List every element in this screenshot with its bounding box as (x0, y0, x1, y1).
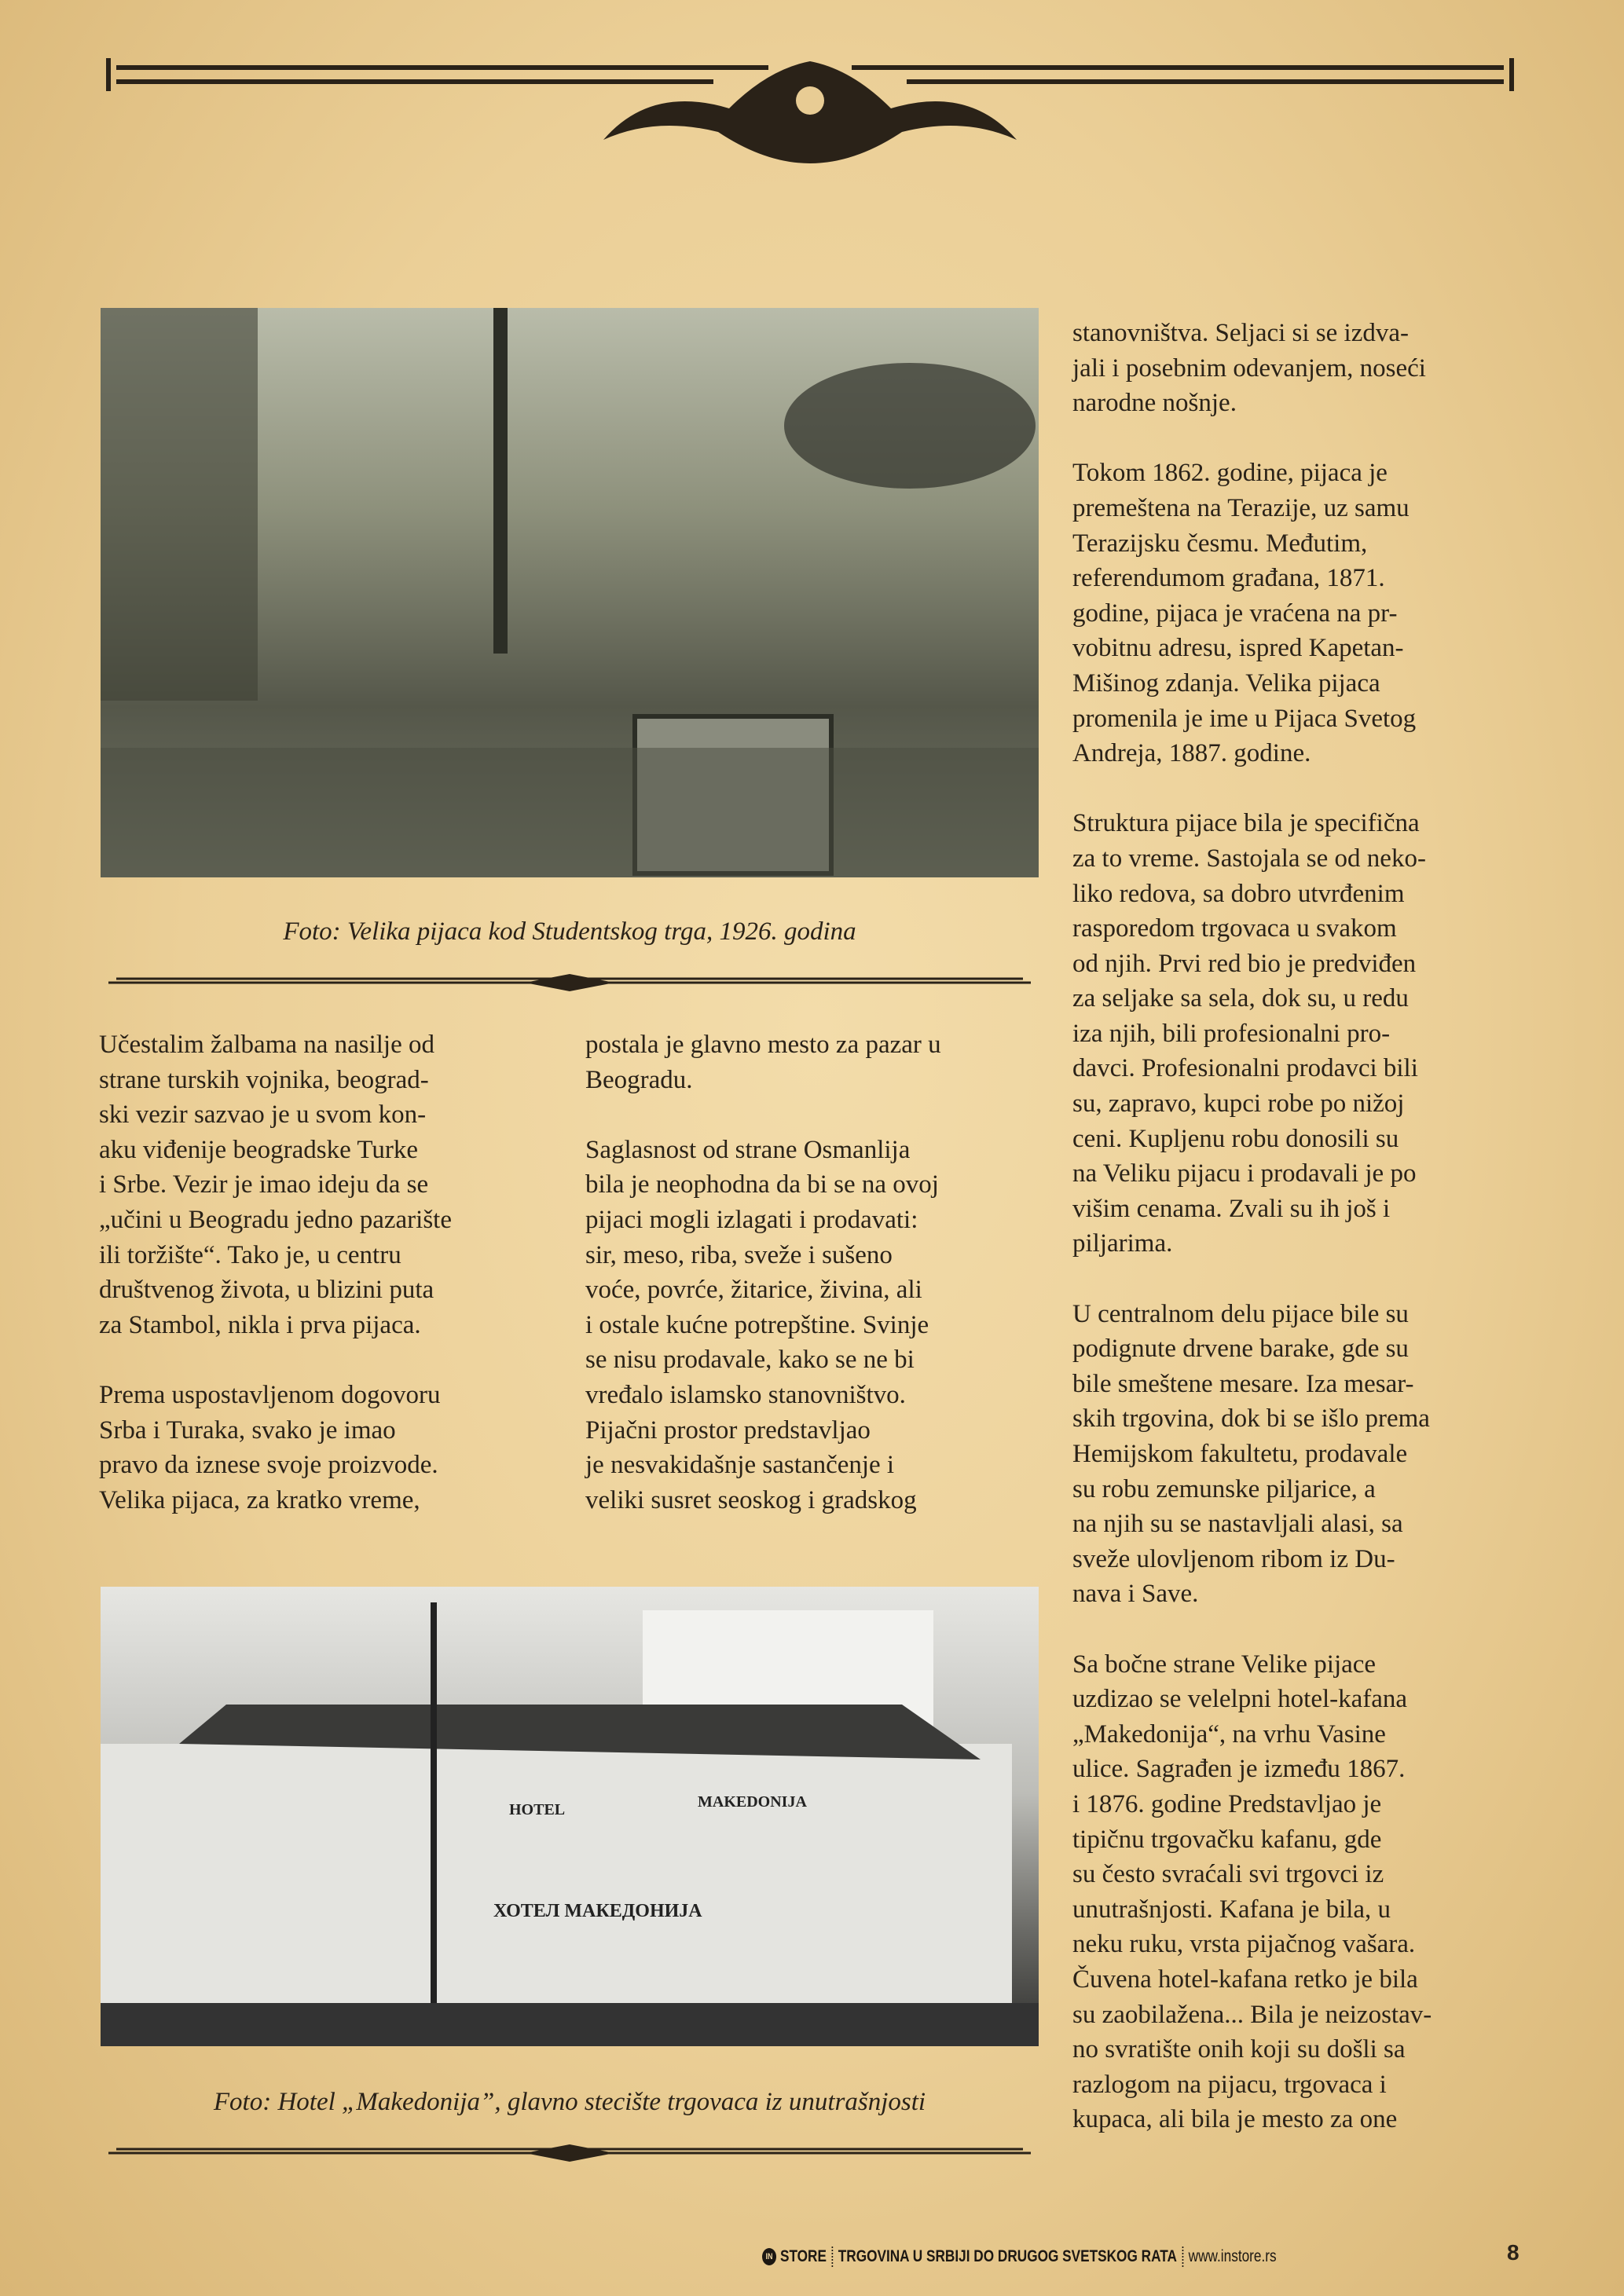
paragraph (99, 1378, 570, 1518)
paragraph (1072, 316, 1560, 421)
photo-caption: Foto: Hotel „Makedonija”, glavno stecište trgovaca iz unutrašnjosti (213, 2088, 926, 2116)
text-line: Prema uspostavljenom dogovoru (99, 1380, 441, 1409)
text-line: se nisu prodavale, kako se ne bi (585, 1346, 915, 1375)
text-line: kupaca, ali bila je mesto za one (1072, 2105, 1398, 2134)
paragraph (1072, 1647, 1560, 2137)
text-column-middle (585, 1027, 1057, 1553)
text-line: veliki susret seoskog i gradskog (585, 1485, 917, 1514)
text-line: jali i posebnim odevanjem, noseći (1072, 353, 1426, 383)
text-line: unutrašnjosti. Kafana je bila, u (1072, 1895, 1391, 1924)
text-line: Srba i Turaka, svako je imao (99, 1415, 396, 1445)
text-line: no svratište onih koji su došli sa (1072, 2035, 1406, 2064)
text-line: rasporedom trgovaca u svakom (1072, 914, 1397, 943)
text-line: pravo da iznese svoje proizvode. (99, 1451, 438, 1480)
paragraph (1072, 806, 1560, 1262)
paragraph (99, 1027, 570, 1342)
text-line: za Stambol, nikla i prva pijaca. (99, 1310, 421, 1339)
ornamental-divider-icon (101, 971, 1039, 994)
text-line: Čuvena hotel-kafana retko je bila (1072, 1965, 1418, 1994)
text-line: su često svraćali svi trgovci iz (1072, 1860, 1384, 1889)
text-line: od njih. Prvi red bio je predviđen (1072, 949, 1417, 978)
text-line: stanovništva. Seljaci si se izdva- (1072, 319, 1409, 347)
hotel-cyrillic-sign: ХОТЕЛ МАКЕДОНИЈА (493, 1901, 702, 1921)
text-line: referendumom građana, 1871. (1072, 564, 1385, 593)
text-line: društvenog života, u blizini puta (99, 1276, 434, 1305)
text-line: aku viđenije beogradske Turke (99, 1135, 419, 1164)
text-line: iza njih, bili profesionalni pro- (1072, 1019, 1391, 1048)
text-line: „učini u Beogradu jedno pazarište (99, 1205, 452, 1234)
text-line: premeštena na Terazije, uz samu (1072, 493, 1410, 522)
makedonija-sign: MAKEDONIJA (698, 1793, 807, 1811)
text-line: neku ruku, vrsta pijačnog vašara. (1072, 1930, 1416, 1959)
text-line: Struktura pijace bila je specifična (1072, 809, 1420, 838)
text-line: Beogradu. (585, 1065, 693, 1094)
ornamental-header-icon (101, 53, 1520, 171)
text-line: Hemijskom fakultetu, prodavale (1072, 1440, 1408, 1468)
footer-url-link[interactable]: www.instore.rs (1188, 2247, 1277, 2265)
text-line: Tokom 1862. godine, pijaca je (1072, 459, 1388, 488)
text-line: Učestalim žalbama na nasilje od (99, 1031, 435, 1059)
text-line: postala je glavno mesto za pazar u (585, 1031, 941, 1059)
text-line: strane turskih vojnika, beograd- (99, 1065, 429, 1094)
footer-separator (1182, 2247, 1183, 2267)
text-line: vređalo islamsko stanovništvo. (585, 1380, 906, 1409)
text-line: Saglasnost od strane Osmanlija (585, 1135, 911, 1164)
hotel-sign: HOTEL (509, 1801, 566, 1818)
text-line: na njih su se nastavljali alasi, sa (1072, 1510, 1403, 1539)
text-line: za to vreme. Sastojala se od neko- (1072, 844, 1426, 873)
text-line: Terazijsku česmu. Međutim, (1072, 529, 1368, 558)
text-line: na Veliku pijacu i prodavali je po (1072, 1159, 1417, 1188)
text-line: sveže ulovljenom ribom iz Du- (1072, 1544, 1395, 1573)
text-line: sir, meso, riba, sveže i sušeno (585, 1240, 893, 1269)
text-line: Sa bočne strane Velike pijace (1072, 1650, 1377, 1679)
text-line: vobitnu adresu, ispred Kapetan- (1072, 634, 1404, 663)
text-line: davci. Profesionalni prodavci bili (1072, 1054, 1418, 1083)
instore-logo-icon: IN (762, 2248, 776, 2265)
market-photo-1926 (101, 308, 1039, 877)
paragraph (1072, 456, 1560, 771)
text-line: ceni. Kupljenu robu donosili su (1072, 1124, 1399, 1153)
text-line: višim cenama. Zvali su ih još i (1072, 1194, 1391, 1223)
ornamental-divider-icon (101, 2141, 1039, 2165)
paragraph (1072, 1297, 1560, 1612)
text-line: za seljake sa sela, dok su, u redu (1072, 984, 1409, 1013)
text-column-left (99, 1027, 570, 1553)
text-line: i ostale kućne potrepštine. Svinje (585, 1310, 929, 1339)
text-line: ili toržište“. Tako je, u centru (99, 1240, 401, 1269)
text-line: liko redova, sa dobro utvrđenim (1072, 879, 1405, 908)
text-line: ulice. Sagrađen je između 1867. (1072, 1755, 1406, 1784)
text-line: narodne nošnje. (1072, 389, 1237, 418)
text-line: su, zapravo, kupci robe po nižoj (1072, 1089, 1405, 1119)
photo-caption: Foto: Velika pijaca kod Studentskog trga, 1926. godina (283, 917, 856, 946)
text-line: U centralnom delu pijace bile su (1072, 1299, 1409, 1328)
text-column-right (1072, 316, 1560, 2172)
text-line: nava i Save. (1072, 1580, 1199, 1609)
paragraph (585, 1027, 1057, 1097)
text-line: piljarima. (1072, 1229, 1173, 1258)
text-line: promenila je ime u Pijaca Svetog (1072, 704, 1417, 733)
text-line: razlogom na pijacu, trgovaca i (1072, 2070, 1387, 2099)
text-line: i Srbe. Vezir je imao ideju da se (99, 1170, 429, 1199)
text-line: pijaci mogli izlagati i prodavati: (585, 1205, 918, 1234)
text-line: je nesvakidašnje sastančenje i (585, 1451, 895, 1480)
footer-brand: STORE (779, 2247, 827, 2265)
text-line: Pijačni prostor predstavljao (585, 1415, 871, 1445)
text-line: bila je neophodna da bi se na ovoj (585, 1170, 939, 1199)
text-line: tipičnu trgovačku kafanu, gde (1072, 1825, 1382, 1854)
page-number: 8 (1507, 2240, 1520, 2265)
footer-separator (832, 2247, 834, 2267)
text-line: Velika pijaca, za kratko vreme, (99, 1485, 420, 1514)
text-line: ski vezir sazvao je u svom kon- (99, 1100, 427, 1130)
text-line: i 1876. godine Predstavljao je (1072, 1789, 1382, 1818)
text-line: su zaobilažena... Bila je neizostav- (1072, 2000, 1432, 2029)
text-line: uzdizao se velelpni hotel-kafana (1072, 1685, 1408, 1714)
text-line: skih trgovina, dok bi se išlo prema (1072, 1404, 1430, 1434)
market-photo-illustration (101, 308, 1039, 877)
text-line: Andreja, 1887. godine. (1072, 739, 1311, 768)
page-footer (762, 2239, 1277, 2275)
text-line: su robu zemunske piljarice, a (1072, 1474, 1376, 1503)
hotel-makedonija-photo (101, 1587, 1039, 2046)
text-line: bile smeštene mesare. Iza mesar- (1072, 1369, 1414, 1398)
text-line: godine, pijaca je vraćena na pr- (1072, 599, 1398, 628)
footer-title: TRGOVINA U SRBIJI DO DRUGOG SVETSKOG RATA (838, 2247, 1177, 2265)
text-line: voće, povrće, žitarice, živina, ali (585, 1276, 922, 1305)
text-line: „Makedonija“, na vrhu Vasine (1072, 1719, 1386, 1749)
text-line: podignute drvene barake, gde su (1072, 1335, 1409, 1364)
hotel-photo-illustration (101, 1587, 1039, 2046)
paragraph (585, 1133, 1057, 1518)
text-line: Mišinog zdanja. Velika pijaca (1072, 668, 1380, 698)
